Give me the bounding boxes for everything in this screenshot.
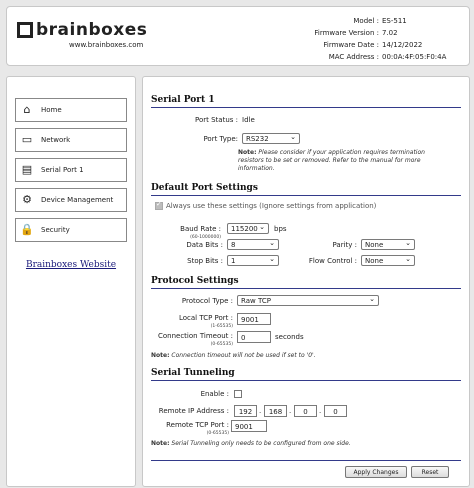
flow-control-select[interactable]: None ⌄ xyxy=(361,255,415,266)
device-info xyxy=(239,15,459,63)
parity-label: Parity : xyxy=(332,241,357,249)
tunneling-note: Note: Serial Tunneling only needs to be configured from one side. xyxy=(151,440,351,447)
sidebar-item-serial-port[interactable]: ▤ Serial Port 1 xyxy=(15,158,127,182)
sidebar-item-network[interactable]: ▭ Network xyxy=(15,128,127,152)
home-icon: ⌂ xyxy=(23,103,31,116)
remote-ip-octet-4[interactable]: 0 xyxy=(324,405,347,417)
baud-unit: bps xyxy=(274,225,287,233)
logo-url: www.brainboxes.com xyxy=(69,41,144,49)
protocol-type-select[interactable]: Raw TCP ⌄ xyxy=(237,295,379,306)
data-bits-select[interactable]: 8 ⌄ xyxy=(227,239,279,250)
ip-dot: . xyxy=(259,407,262,415)
timeout-unit: seconds xyxy=(275,333,304,341)
baud-rate-label: Baud Rate : (60-1000000) xyxy=(180,225,221,240)
main-panel xyxy=(142,76,470,487)
apply-changes-button[interactable]: Apply Changes xyxy=(345,466,407,478)
remote-ip-octet-2[interactable]: 168 xyxy=(264,405,287,417)
always-use-settings-checkbox[interactable] xyxy=(155,202,163,210)
info-firmware-version: Firmware Version : 7.02 xyxy=(314,29,398,37)
baud-rate-select[interactable]: 115200 ⌄ xyxy=(227,223,269,234)
serial-port-note: Note: Please consider if your application requires termination resistors to be set or removed. Refer to the manual for more information. xyxy=(238,149,425,172)
data-bits-label: Data Bits : xyxy=(186,241,223,249)
header-panel xyxy=(6,6,470,66)
stop-bits-label: Stop Bits : xyxy=(187,257,223,265)
info-mac-address: MAC Address : 00:0A:4F:05:F0:4A xyxy=(328,53,447,61)
remote-tcp-port-input[interactable]: 9001 xyxy=(231,420,267,432)
remote-tcp-port-label: Remote TCP Port : (0-65535) xyxy=(166,421,229,436)
brainboxes-website-link[interactable]: Brainboxes Website xyxy=(25,260,117,270)
brainboxes-logo: brainboxes xyxy=(17,20,147,40)
lock-icon: 🔒 xyxy=(20,223,34,236)
sidebar-item-security[interactable]: 🔒 Security xyxy=(15,218,127,242)
ip-dot: . xyxy=(289,407,292,415)
serial-port-icon: ▤ xyxy=(21,163,33,176)
protocol-type-label: Protocol Type : xyxy=(181,297,233,305)
remote-ip-label: Remote IP Address : xyxy=(158,407,229,415)
always-use-settings-label: Always use these settings (Ignore settings from application) xyxy=(166,202,377,210)
port-status-label: Port Status : xyxy=(195,116,238,124)
sidebar xyxy=(6,76,136,487)
info-model: Model : ES-511 xyxy=(353,17,407,25)
remote-ip-octet-1[interactable]: 192 xyxy=(234,405,257,417)
local-tcp-port-input[interactable]: 9001 xyxy=(237,313,271,325)
flow-control-label: Flow Control : xyxy=(308,257,357,265)
parity-select[interactable]: None ⌄ xyxy=(361,239,415,250)
section-title-port-settings: Default Port Settings xyxy=(151,183,461,196)
footer-divider xyxy=(151,460,461,461)
logo-mark-icon xyxy=(17,22,33,38)
info-firmware-date: Firmware Date : 14/12/2022 xyxy=(323,41,423,49)
port-type-label: Port Type: xyxy=(203,135,238,143)
ip-dot: . xyxy=(319,407,322,415)
protocol-note: Note: Connection timeout will not be used if set to '0'. xyxy=(151,352,316,359)
network-icon: ▭ xyxy=(21,133,33,146)
section-title-tunneling: Serial Tunneling xyxy=(151,368,461,381)
device-management-icon: ⚙ xyxy=(22,193,32,206)
sidebar-item-home[interactable]: ⌂ Home xyxy=(15,98,127,122)
stop-bits-select[interactable]: 1 ⌄ xyxy=(227,255,279,266)
sidebar-item-device-management[interactable]: ⚙ Device Management xyxy=(15,188,127,212)
reset-button[interactable]: Reset xyxy=(411,466,449,478)
remote-ip-octet-3[interactable]: 0 xyxy=(294,405,317,417)
section-title-protocol: Protocol Settings xyxy=(151,276,461,289)
local-tcp-port-label: Local TCP Port : (1-65535) xyxy=(178,314,233,329)
connection-timeout-label: Connection Timeout : (0-65535) xyxy=(157,332,233,347)
tunnel-enable-checkbox[interactable] xyxy=(234,390,242,398)
tunnel-enable-label: Enable : xyxy=(200,390,229,398)
port-type-select[interactable]: RS232 ⌄ xyxy=(242,133,300,144)
section-title-serial-port: Serial Port 1 xyxy=(151,95,461,108)
connection-timeout-input[interactable]: 0 xyxy=(237,331,271,343)
port-status-value: Idle xyxy=(242,116,255,124)
